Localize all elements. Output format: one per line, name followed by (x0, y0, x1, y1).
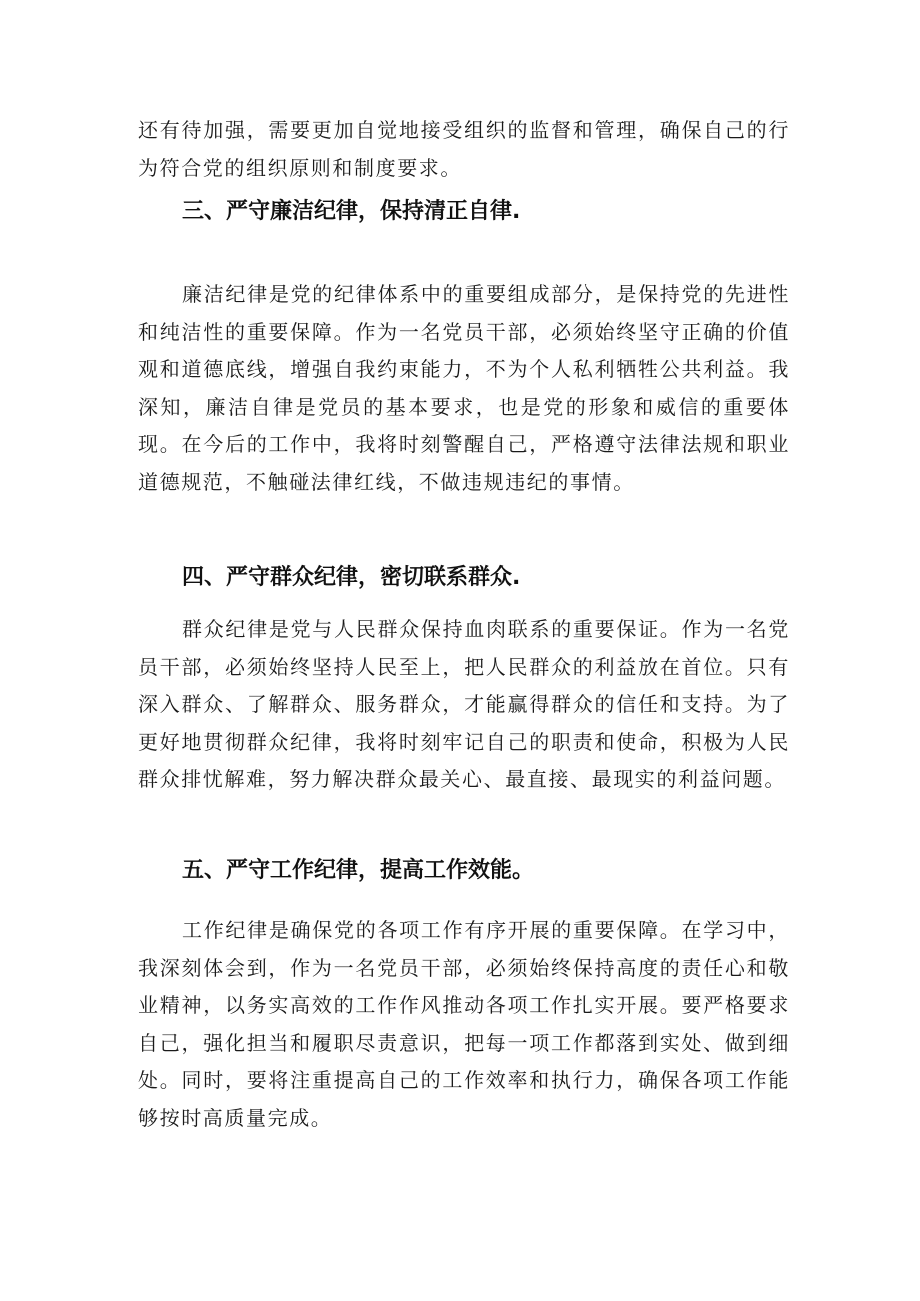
section-body-4: 群众纪律是党与人民群众保持血肉联系的重要保证。作为一名党员干部，必须始终坚持人民至上，把人民群众的利益放在首位。只有深入群众、了解群众、服务群众，才能赢得群众的信任和支持。为了更好地贯彻群众纪律，我将时刻牢记自己的职责和使命，积极为人民群众排忧解难，努力解决群众最关心、最直接、最现实的利益问题。 (138, 617, 790, 791)
section-heading-4: 四、严守群众纪律，密切联系群众. (182, 565, 521, 590)
section-body-3: 廉洁纪律是党的纪律体系中的重要组成部分，是保持党的先进性和纯洁性的重要保障。作为一名党员干部，必须始终坚守正确的价值观和道德底线，增强自我约束能力，不为个人私利牺牲公共利益。我深知，廉洁自律是党员的基本要求，也是党的形象和威信的重要体现。在今后的工作中，我将时刻警醒自己，严格遵守法律法规和职业道德规范，不触碰法律红线，不做违规违纪的事情。 (138, 282, 790, 494)
section-body-5: 工作纪律是确保党的各项工作有序开展的重要保障。在学习中，我深刻体会到，作为一名党员干部，必须始终保持高度的责任心和敬业精神，以务实高效的工作作风推动各项工作扎实开展。要严格要求自己，强化担当和履职尽责意识，把每一项工作都落到实处、做到细处。同时，要将注重提高自己的工作效率和执行力，确保各项工作能够按时高质量完成。 (138, 918, 790, 1130)
intro-paragraph: 还有待加强，需要更加自觉地接受组织的监督和管理，确保自己的行为符合党的组织原则和制度要求。 (138, 118, 790, 180)
section-heading-5: 五、严守工作纪律，提高工作效能。 (182, 858, 535, 883)
section-heading-3: 三、严守廉洁纪律，保持清正自律. (182, 199, 521, 224)
